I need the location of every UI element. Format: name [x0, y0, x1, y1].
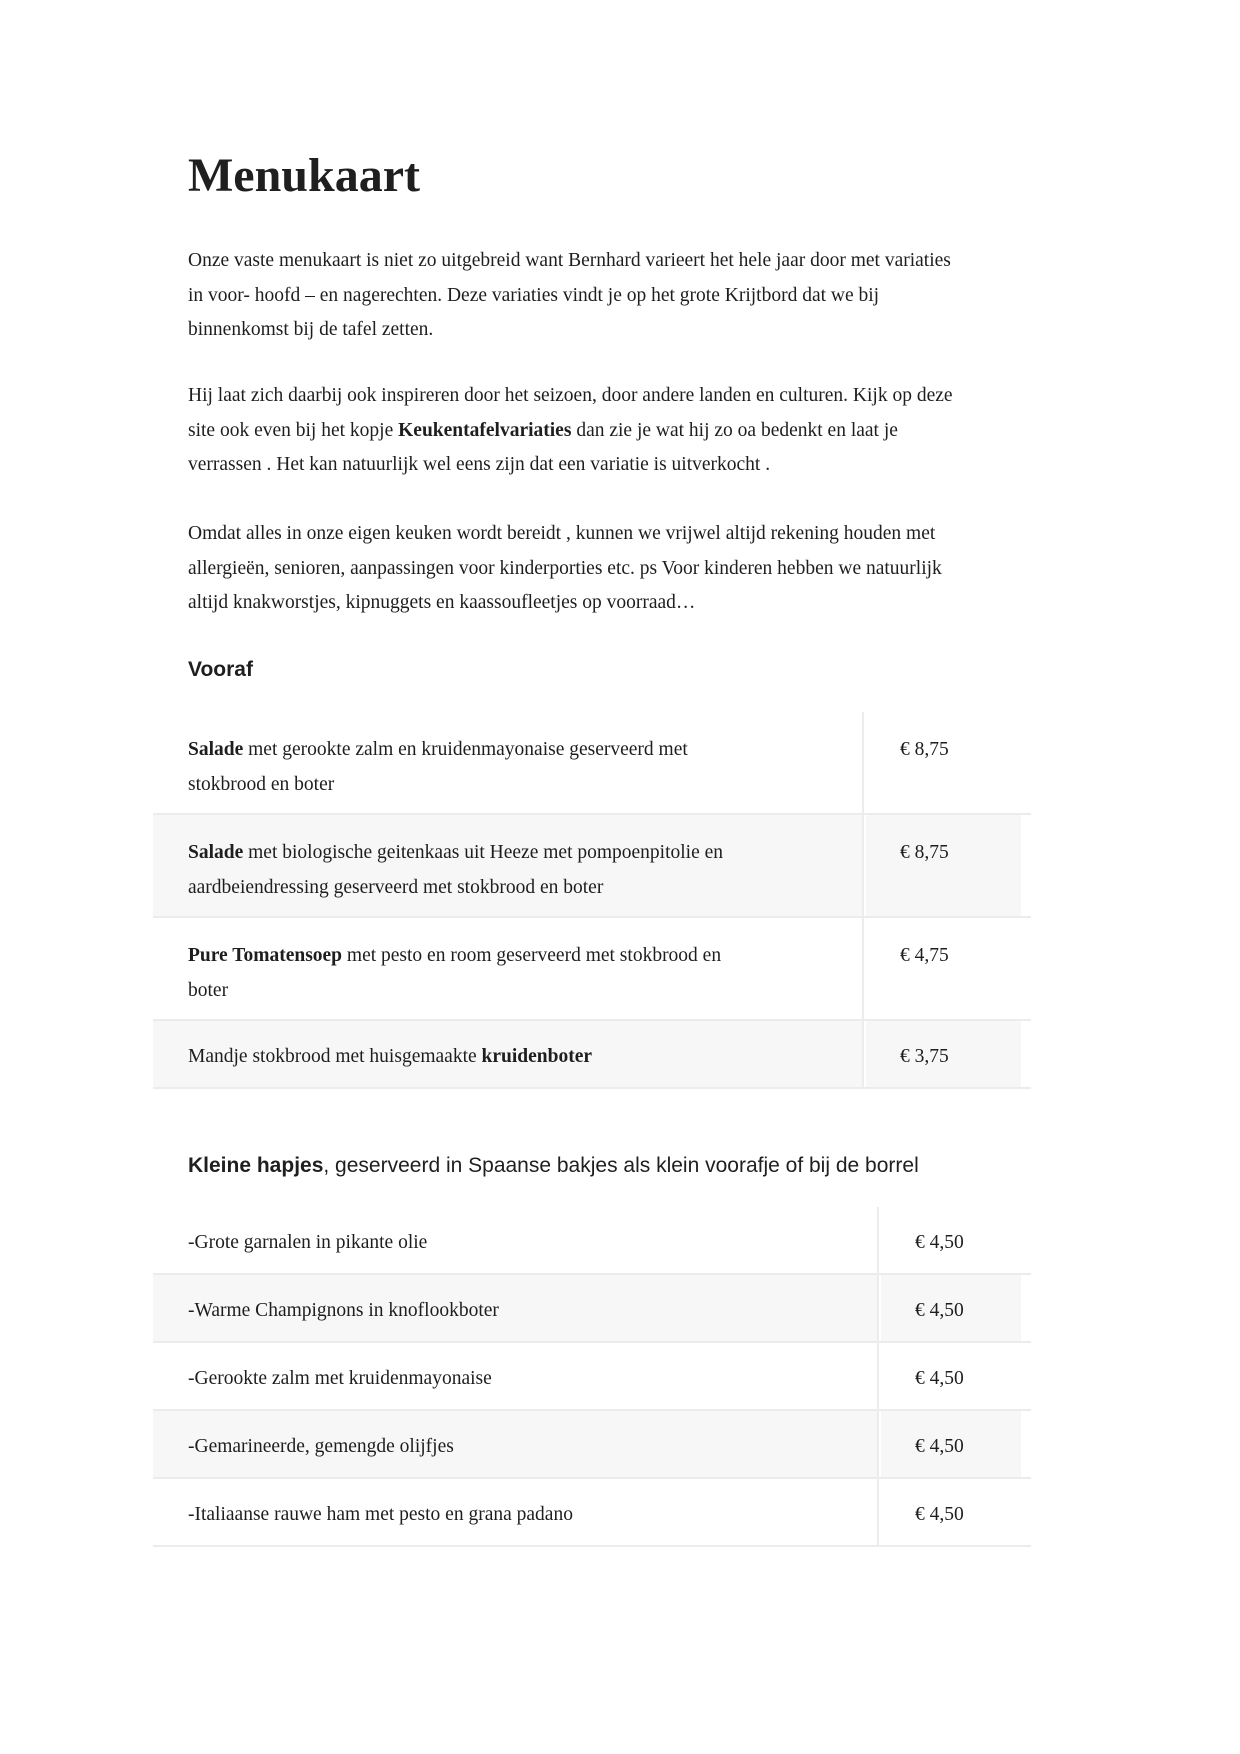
item-price: € 4,50 — [881, 1411, 1021, 1477]
item-description — [153, 815, 864, 916]
item-detail: boter — [188, 980, 229, 1001]
item-name: kruidenboter — [481, 1046, 593, 1067]
section-heading-rest: , geserveerd in Spaanse bakjes als klein voorafje of bij de borrel — [323, 1154, 919, 1177]
vooraf-table — [153, 712, 1031, 1089]
item-name: Salade — [188, 842, 244, 863]
intro-line: verrassen . Het kan natuurlijk wel eens zijn dat een variatie is uitverkocht . — [188, 454, 771, 476]
section-heading-bold: Kleine hapjes — [188, 1154, 324, 1177]
item-price: € 4,50 — [915, 1368, 964, 1389]
item-detail: met pesto en room geserveerd met stokbrood en — [342, 945, 722, 966]
section-heading-kleine-hapjes — [188, 1152, 919, 1180]
table-row — [153, 1479, 1031, 1547]
item-detail: Mandje stokbrood met huisgemaakte — [188, 1046, 482, 1067]
item-price: € 4,50 — [881, 1275, 1021, 1341]
table-row — [153, 1021, 1031, 1089]
table-row — [153, 1411, 1031, 1479]
intro-line: allergieën, senioren, aanpassingen voor kinderporties etc. ps Voor kinderen hebben we natuurlijk — [188, 557, 942, 579]
intro-line: Hij laat zich daarbij ook inspireren door het seizoen, door andere landen en culturen. Kijk op deze — [188, 385, 953, 406]
item-price: € 8,75 — [900, 739, 949, 760]
item-detail: met biologische geitenkaas uit Heeze met pompoenpitolie en — [243, 842, 724, 863]
item-description: -Gemarineerde, gemengde olijfjes — [153, 1411, 879, 1477]
intro-line: binnenkomst bij de tafel zetten. — [188, 319, 434, 341]
table-row — [153, 1275, 1031, 1343]
intro-line: Omdat alles in onze eigen keuken wordt bereidt , kunnen we vrijwel altijd rekening houden met — [188, 523, 936, 544]
section-heading-vooraf — [188, 656, 253, 684]
table-row — [153, 712, 1031, 815]
page-title: Menukaart — [188, 149, 420, 202]
item-detail: stokbrood en boter — [188, 774, 335, 795]
item-price: € 3,75 — [866, 1021, 1021, 1087]
table-row — [153, 1343, 1031, 1411]
section-heading-bold: Vooraf — [188, 658, 253, 681]
table-row — [153, 918, 1031, 1021]
item-description: -Warme Champignons in knoflookboter — [153, 1275, 879, 1341]
item-description: -Grote garnalen in pikante olie — [153, 1207, 879, 1273]
intro-paragraph-1 — [188, 244, 1068, 348]
table-row — [153, 815, 1031, 918]
item-detail: met gerookte zalm en kruidenmayonaise geserveerd met — [243, 739, 688, 760]
intro-line: site ook even bij het kopje — [188, 419, 399, 441]
item-detail: aardbeiendressing geserveerd met stokbrood en boter — [188, 877, 604, 898]
item-price: € 4,75 — [900, 945, 949, 966]
intro-paragraph-2 — [188, 379, 1068, 483]
item-name: Salade — [188, 739, 244, 760]
item-name: Pure Tomatensoep — [188, 945, 343, 966]
item-price: € 4,50 — [915, 1232, 964, 1253]
intro-line: altijd knakworstjes, kipnuggets en kaassoufleetjes op voorraad… — [188, 592, 696, 614]
intro-paragraph-3 — [188, 517, 1068, 621]
item-description: -Gerookte zalm met kruidenmayonaise — [153, 1343, 879, 1409]
keukentafelvariaties-emphasis: Keukentafelvariaties — [398, 419, 572, 441]
item-description: -Italiaanse rauwe ham met pesto en grana padano — [153, 1479, 879, 1545]
item-price: € 8,75 — [866, 815, 1021, 916]
intro-line: dan zie je wat hij zo oa bedenkt en laat je — [571, 419, 898, 441]
item-description — [153, 712, 864, 813]
kleine-hapjes-table — [153, 1207, 1031, 1547]
table-row — [153, 1207, 1031, 1275]
intro-line: Onze vaste menukaart is niet zo uitgebreid want Bernhard varieert het hele jaar door met variaties — [188, 250, 951, 271]
item-price: € 4,50 — [915, 1504, 964, 1525]
intro-line: in voor- hoofd – en nagerechten. Deze variaties vindt je op het grote Krijtbord dat we bij — [188, 284, 880, 306]
item-description — [153, 918, 864, 1019]
item-description — [153, 1021, 864, 1087]
